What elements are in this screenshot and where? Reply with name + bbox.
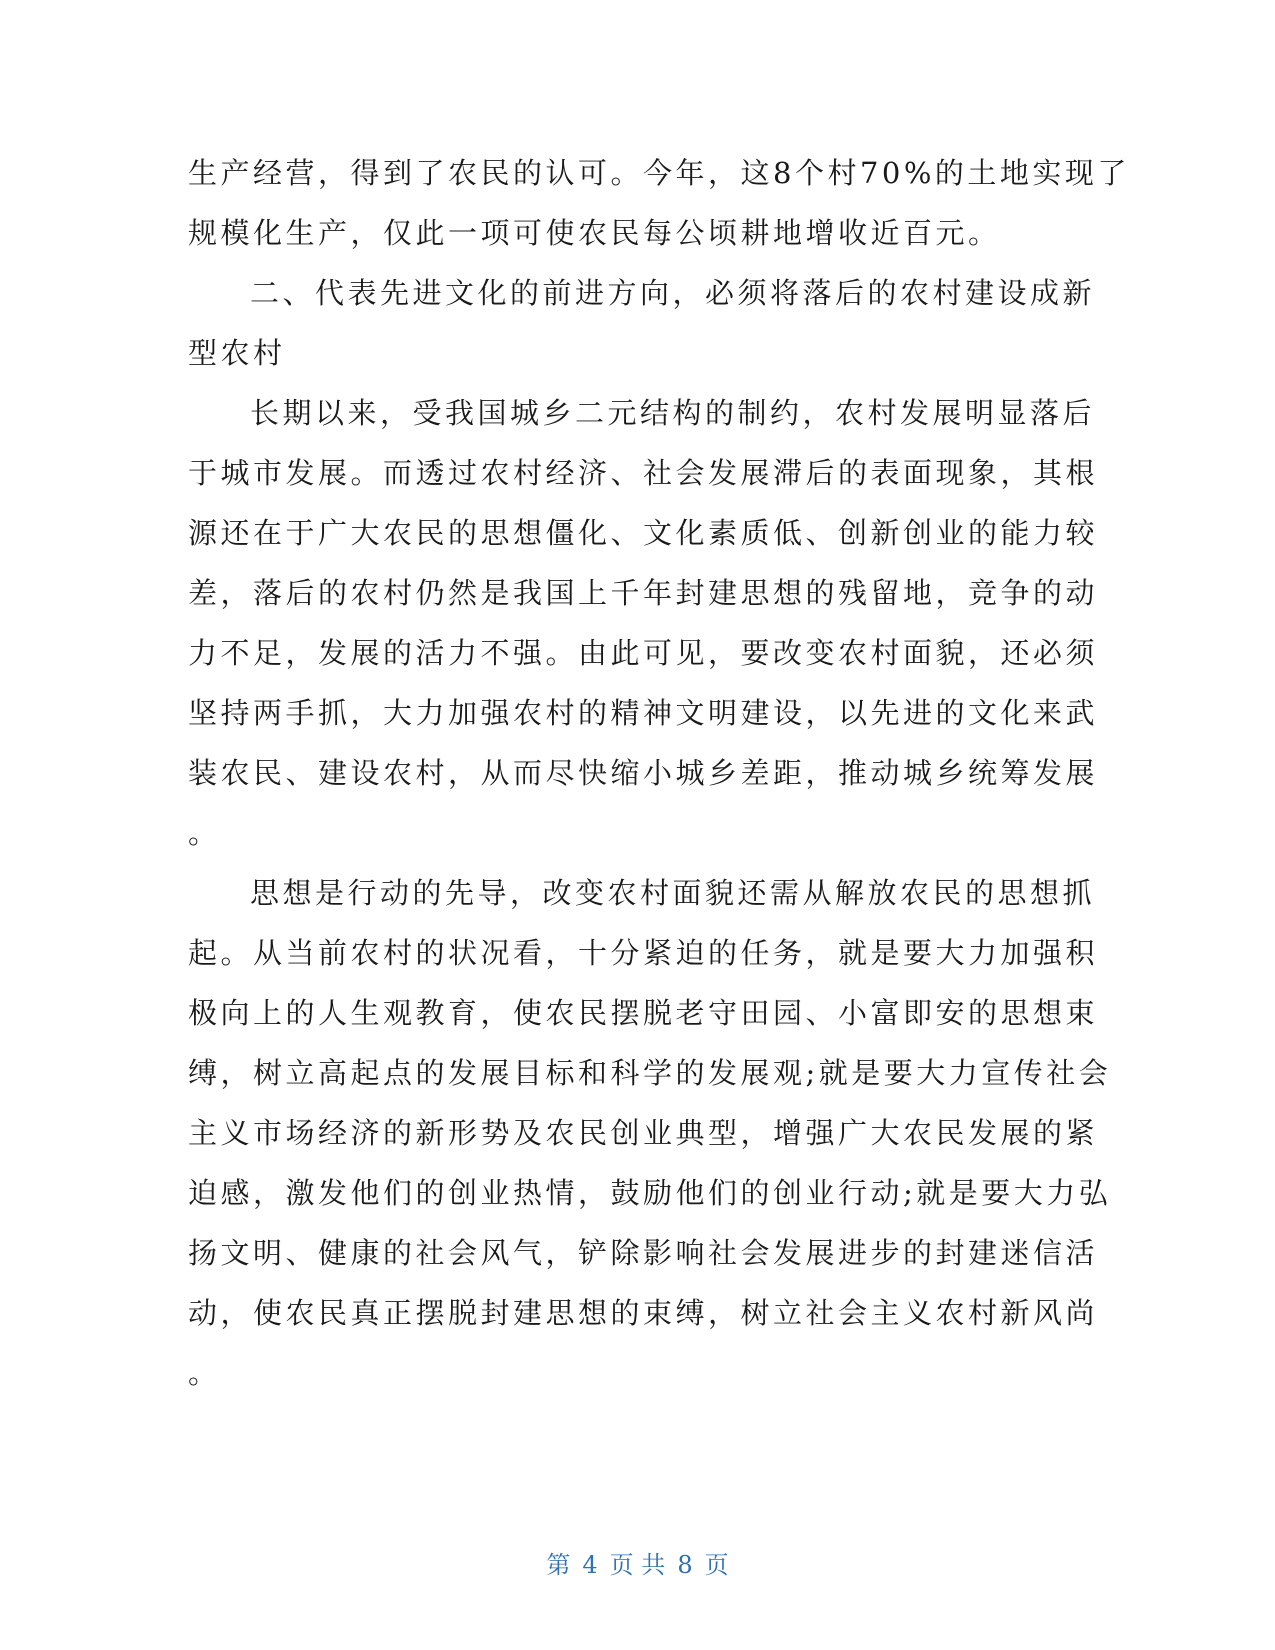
text-line: 力不足，发展的活力不强。由此可见，要改变农村面貌，还必须 bbox=[188, 636, 1099, 670]
text-line: 差，落后的农村仍然是我国上千年封建思想的残留地，竞争的动 bbox=[188, 576, 1099, 610]
footer-prefix: 第 bbox=[546, 1551, 571, 1579]
text-line: 生产经营，得到了农民的认可。今年，这8个村70%的土地实现了 bbox=[188, 156, 1130, 190]
text-line: 缚，树立高起点的发展目标和科学的发展观;就是要大力宣传社会 bbox=[188, 1056, 1112, 1090]
text-line: 起。从当前农村的状况看，十分紧迫的任务，就是要大力加强积 bbox=[188, 936, 1099, 970]
text-line: 二、代表先进文化的前进方向，必须将落后的农村建设成新 bbox=[250, 276, 1096, 310]
text-line: 迫感，激发他们的创业热情，鼓励他们的创业行动;就是要大力弘 bbox=[188, 1176, 1112, 1210]
text-line: 动，使农民真正摆脱封建思想的束缚，树立社会主义农村新风尚 bbox=[188, 1296, 1099, 1330]
footer-suffix: 页 bbox=[704, 1551, 729, 1579]
text-line: 极向上的人生观教育，使农民摆脱老守田园、小富即安的思想束 bbox=[188, 996, 1099, 1030]
text-line: 主义市场经济的新形势及农民创业典型，增强广大农民发展的紧 bbox=[188, 1116, 1099, 1150]
text-line: 。 bbox=[188, 1356, 221, 1390]
text-line: 坚持两手抓，大力加强农村的精神文明建设，以先进的文化来武 bbox=[188, 696, 1099, 730]
footer-middle: 页 共 bbox=[609, 1551, 666, 1579]
text-line: 扬文明、健康的社会风气，铲除影响社会发展进步的封建迷信活 bbox=[188, 1236, 1099, 1270]
footer-total-pages: 8 bbox=[677, 1551, 693, 1579]
text-line: 长期以来，受我国城乡二元结构的制约，农村发展明显落后 bbox=[250, 396, 1096, 430]
text-line: 于城市发展。而透过农村经济、社会发展滞后的表面现象，其根 bbox=[188, 456, 1099, 490]
text-line: 装农民、建设农村，从而尽快缩小城乡差距，推动城乡统筹发展 bbox=[188, 756, 1099, 790]
document-body bbox=[188, 143, 1130, 1403]
text-line: 思想是行动的先导，改变农村面貌还需从解放农民的思想抓 bbox=[250, 876, 1096, 910]
text-line: 源还在于广大农民的思想僵化、文化素质低、创新创业的能力较 bbox=[188, 516, 1099, 550]
text-line: 型农村 bbox=[188, 336, 286, 370]
text-line: 。 bbox=[188, 816, 221, 850]
footer-page-number: 4 bbox=[582, 1551, 598, 1579]
text-line: 规模化生产，仅此一项可使农民每公顷耕地增收近百元。 bbox=[188, 216, 1001, 250]
page-footer bbox=[0, 1545, 1275, 1580]
